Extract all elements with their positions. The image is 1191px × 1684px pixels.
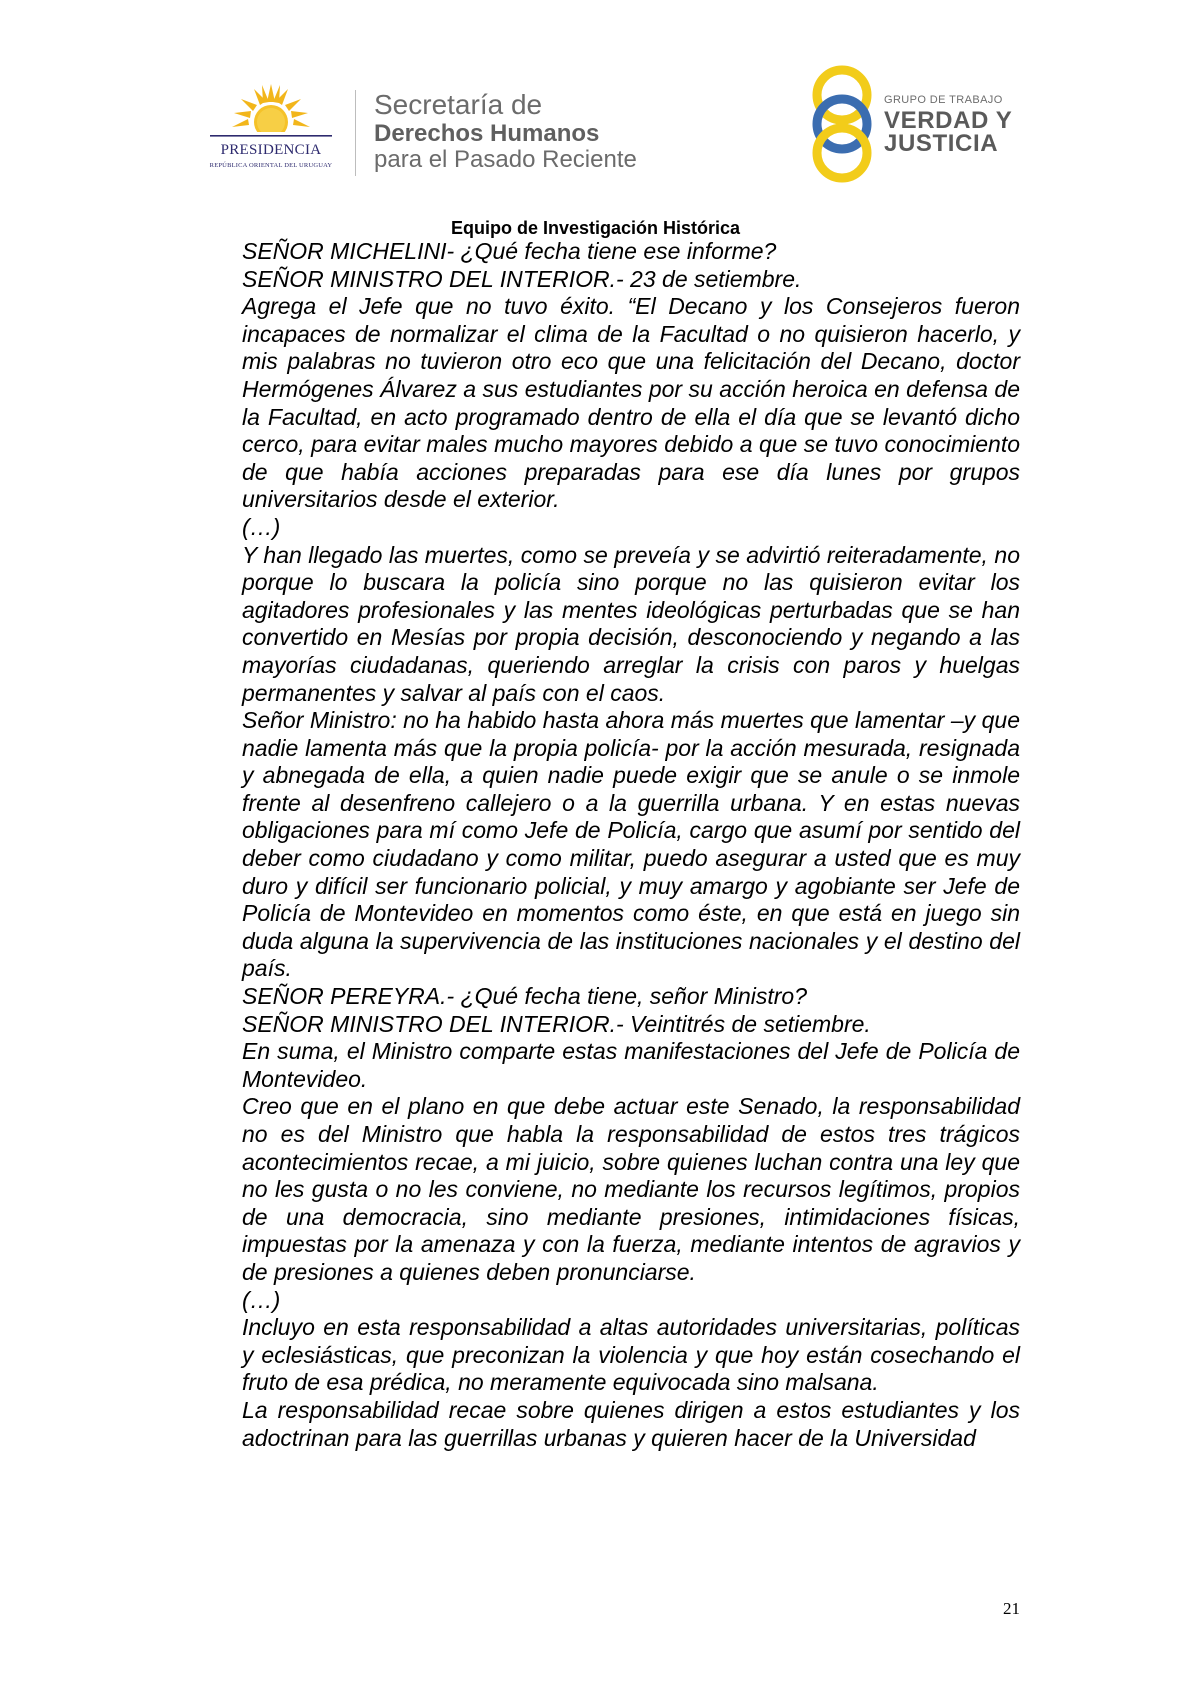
presidencia-subtitle: REPÚBLICA ORIENTAL DEL URUGUAY [209,162,333,169]
grupo-line-2: VERDAD Y [884,107,1013,134]
document-body [242,238,1020,1452]
paragraph: En suma, el Ministro comparte estas manifestaciones del Jefe de Policía de Montevideo. [242,1038,1020,1092]
page-number: 21 [1003,1599,1020,1618]
paragraph: Agrega el Jefe que no tuvo éxito. “El Decano y los Consejeros fueron incapaces de normalizar el clima de la Facultad o no quisieron hacerlo, y mis palabras no tuvieron otro eco que una felicitación del Decano, doctor Hermógenes Álvarez a sus estudiantes por su acción heroica en defensa de la Facultad, en acto programado dentro de ella el día que se levantó dicho cerco, para evitar males mucho mayores debido a que se tuvo conocimiento de que había acciones preparadas para ese día lunes por grupos universitarios desde el exterior. [242,293,1020,513]
secretaria-line-2: Derechos Humanos [374,119,600,147]
presidencia-logo [196,78,346,178]
sun-emblem-icon [196,78,346,142]
interlocking-rings-icon [808,60,888,188]
paragraph: Señor Ministro: no ha habido hasta ahora más muertes que lamentar –y que nadie lamenta más que la propia policía- por la acción mesurada, resignada y abnegada de ella, a quien nadie puede exigir que se anule o se inmole frente al desenfreno callejero o a la guerrilla urbana. Y en estas nuevas obligaciones para mí como Jefe de Policía, cargo que asumí por sentido del deber como ciudadano y como militar, puedo asegurar a usted que es muy duro y difícil ser funcionario policial, y muy amargo y agobiante ser Jefe de Policía de Montevideo en momentos como éste, en que está en juego sin duda alguna la supervivencia de las instituciones nacionales y el destino del país. [242,707,1020,982]
grupo-line-3: JUSTICIA [884,130,999,157]
presidencia-name: PRESIDENCIA [220,142,322,158]
paragraph: SEÑOR MINISTRO DEL INTERIOR.- 23 de setiembre. [242,265,802,292]
paragraph: SEÑOR MINISTRO DEL INTERIOR.- Veintitrés de setiembre. [242,1010,871,1037]
grupo-trabajo-logo [808,60,1018,188]
paragraph: (…) [242,1286,281,1313]
grupo-line-1: GRUPO DE TRABAJO [884,94,1003,106]
header-divider [355,90,356,176]
paragraph: Y han llegado las muertes, como se preveía y se advirtió reiteradamente, no porque lo buscara la policía sino porque no las quisieron evitar los agitadores profesionales y las mentes ideológicas perturbadas que se han convertido en Mesías por propia decisión, desconociendo y negando a las mayorías ciudadanas, queriendo arreglar la crisis con paros y huelgas permanentes y salvar al país con el caos. [242,541,1020,706]
secretaria-line-3: para el Pasado Reciente [374,146,637,174]
paragraph: (…) [242,513,281,540]
team-title: Equipo de Investigación Histórica [450,218,741,238]
paragraph: Incluyo en esta responsabilidad a altas autoridades universitarias, políticas y eclesiásticas, que preconizan la violencia y que hoy están cosechando el fruto de esa prédica, no meramente equivocada sino malsana. [242,1314,1020,1396]
paragraph: Creo que en el plano en que debe actuar este Senado, la responsabilidad no es del Ministro que habla la responsabilidad de estos tres trágicos acontecimientos recae, a mi juicio, sobre quienes luchan contra una ley que no les gusta o no les conviene, no mediante los recursos legítimos, propios de una democracia, sino mediante presiones, intimidaciones físicas, impuestas por la amenaza y con la fuerza, mediante intentos de agravios y de presiones a quienes deben pronunciarse. [242,1093,1020,1285]
paragraph: SEÑOR PEREYRA.- ¿Qué fecha tiene, señor Ministro? [242,983,807,1010]
paragraph: La responsabilidad recae sobre quienes dirigen a estos estudiantes y los adoctrinan para las guerrillas urbanas y quieren hacer de la Universidad [242,1396,1020,1451]
paragraph: SEÑOR MICHELINI- ¿Qué fecha tiene ese informe? [242,238,777,264]
secretaria-line-1: Secretaría de [374,89,543,120]
secretaria-title [374,90,637,174]
